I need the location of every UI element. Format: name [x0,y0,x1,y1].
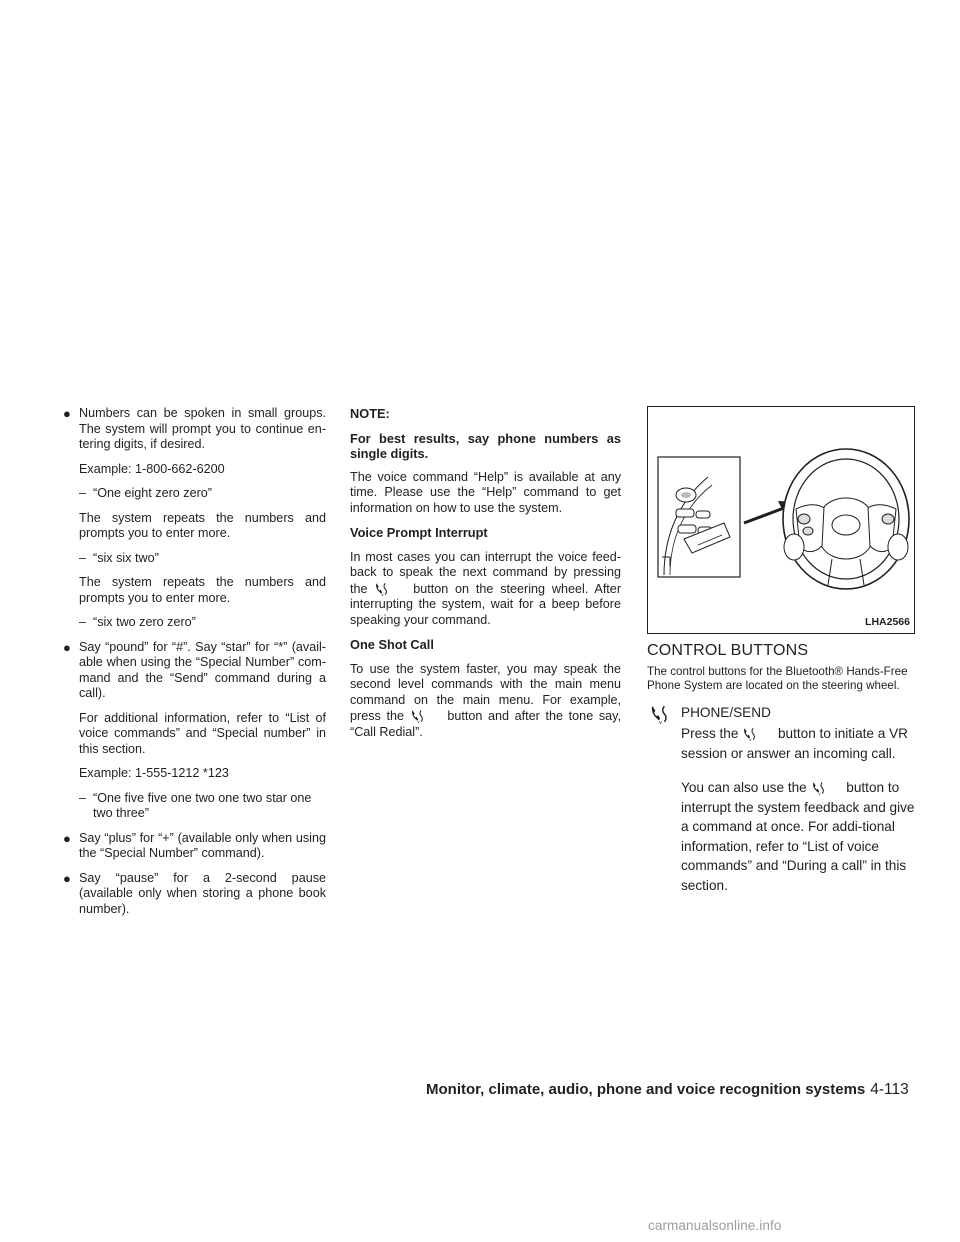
phone-send-label: PHONE/SEND [681,704,771,720]
dash-item [62,551,326,567]
bullet-dot: ● [63,870,71,886]
interrupt-text-a: In most cases you can interrupt the voice feed-back to speak the next command by pressing the [350,549,621,596]
figure-label: LHA2566 [865,615,910,628]
control-buttons-intro: The control buttons for the Bluetooth® Hands-Free Phone System are located on the steering wheel. [647,664,908,692]
help-text: The voice command “Help” is available at any time. Please use the “Help” command to get information on how to use the system. [350,469,621,515]
phone-send-interrupt-b: button to interrupt the system feedback and give a command at once. For addi-tional information, refer to “List of voice commands” and “During a call” in this section. [681,780,915,893]
bullet-dot: ● [63,406,71,421]
interrupt-text [350,550,621,629]
bullet-text: Say “plus” for “+” (available only when using the “Special Number” command). [79,830,326,860]
dash-mark: – [79,790,87,805]
steering-wheel-illustration [648,407,914,633]
phone-send-icon [811,780,827,796]
repeat-note: The system repeats the numbers and prompts you to enter more. [79,510,326,540]
bullet-text: Numbers can be spoken in small groups. The system will prompt you to continue en-tering digits, if desired. [79,406,326,451]
one-shot-text [350,662,621,741]
dash-item [62,486,326,502]
phone-send-interrupt-a: You can also use the [681,780,807,795]
note-label: NOTE: [350,406,390,421]
steering-wheel-figure [647,406,915,634]
bullet-text: Say “pound” for “#”. Say “star” for “*” (avail-able when using the “Special Number” com-mand and the “Send” command during a call). [79,639,326,700]
one-shot-text-a: To use the system faster, you may speak the second level commands with the main menu command on the main menu. For example, press the [350,661,621,723]
dash-mark: – [79,615,87,629]
bullet-plus [62,831,326,862]
dash-mark: – [79,550,87,565]
example-line: Example: 1-800-662-6200 [79,461,225,476]
bullet-pound-star [62,640,326,782]
dash-text: “One eight zero zero” [93,486,212,500]
phone-send-description [681,724,915,763]
phone-send-icon [410,708,426,724]
dash-item [62,615,326,631]
dash-mark: – [79,486,87,500]
one-shot-text-b: button and after the tone say, “Call Redial”. [350,709,622,739]
example-line: Example: 1-555-1212 *123 [79,766,229,780]
dash-text: “six two zero zero” [93,615,196,629]
dash-text: “One five five one two one two star one two three” [93,790,312,820]
wheel-control-button [798,514,810,524]
phone-send-description-b: button to initiate a VR session or answer an incoming call. [681,726,908,761]
watermark: carmanualsonline.info [648,1218,782,1233]
bullet-numbers-in-groups [62,406,326,477]
bullet-pause [62,871,326,918]
phone-send-description-a: Press the [681,726,739,741]
page-footer [426,1081,918,1099]
left-column [62,406,326,926]
inset-button [678,525,696,533]
inset-button [676,509,694,517]
right-column [647,406,915,910]
phone-send-icon [742,726,758,742]
section-title: Monitor, climate, audio, phone and voice recognition systems [426,1081,866,1098]
bullet-text: Say “pause” for a 2-second pause (available only when storing a phone book number). [79,870,326,916]
phone-send-entry [647,703,915,896]
phone-send-interrupt [681,778,915,895]
middle-column [350,406,621,749]
wheel-emblem [832,515,860,535]
phone-send-icon [649,703,671,725]
page-number: 4-113 [870,1081,909,1098]
phone-send-icon [374,581,390,597]
bullet-dot: ● [63,830,71,846]
dash-text: “six six two” [93,550,159,565]
one-shot-call-heading: One Shot Call [350,637,434,652]
bullet-dot: ● [63,639,71,655]
control-buttons-heading: CONTROL BUTTONS [647,642,809,659]
note-bold-text: For best results, say phone numbers as single digits. [350,430,621,461]
dash-item [62,791,326,822]
voice-prompt-interrupt-heading: Voice Prompt Interrupt [350,525,488,540]
repeat-note: The system repeats the numbers and prompts you to enter more. [79,575,326,605]
interrupt-text-b: button on the steering wheel. After interrupting the system, wait for a beep before speaking your command. [350,581,622,627]
reference-text: For additional information, refer to “List of voice commands” and “Special number” in this section. [79,710,326,756]
